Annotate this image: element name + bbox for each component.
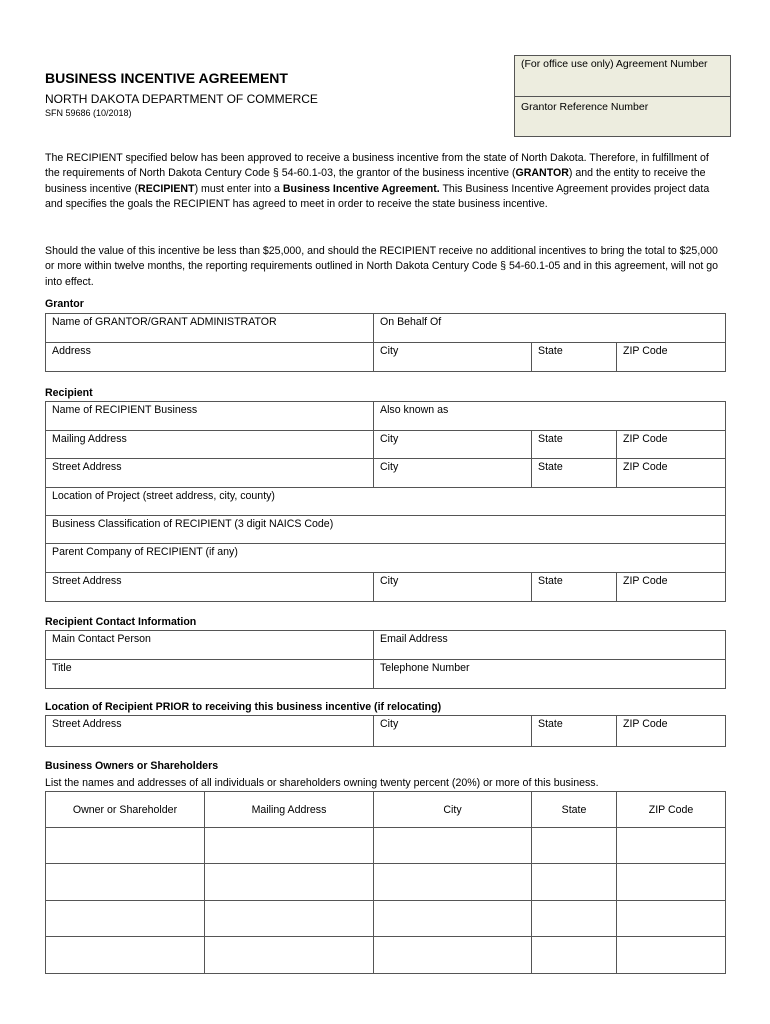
table-row	[46, 828, 726, 864]
intro-paragraph-1: The RECIPIENT specified below has been approved to receive a business incentive from the state of North Dakota. Therefore, in fulfillment of the requirements of North Dakota Century Code § 54-60.1-03, the grantor of the business incentive (GRANTOR) and the entity to receive the business incentive (RECIPIENT) must enter into a Business Incentive Agreement. This Business Incentive Agreement provides project data and specifies the goals the RECIPIENT has agreed to meet in order to receive the state business incentive.	[45, 152, 710, 211]
owner-address-cell[interactable]	[205, 900, 374, 936]
office-use-box	[514, 55, 731, 137]
recipient-table	[45, 401, 726, 602]
table-row	[46, 864, 726, 900]
parent-city-field[interactable]: City	[374, 573, 532, 602]
owner-state-cell[interactable]	[532, 864, 617, 900]
owner-city-cell[interactable]	[374, 864, 532, 900]
project-location-field[interactable]: Location of Project (street address, city, county)	[46, 488, 726, 516]
owner-state-cell[interactable]	[532, 828, 617, 864]
form-title: BUSINESS INCENTIVE AGREEMENT	[45, 70, 288, 86]
grantor-state-field[interactable]: State	[532, 343, 617, 372]
owner-address-cell[interactable]	[205, 937, 374, 973]
owner-state-cell[interactable]	[532, 900, 617, 936]
agreement-number-field[interactable]	[515, 56, 730, 97]
grantor-address-field[interactable]: Address	[46, 343, 374, 372]
recipient-mailing-city-field[interactable]: City	[374, 431, 532, 459]
email-field[interactable]: Email Address	[374, 631, 726, 660]
zip-column-header: ZIP Code	[617, 792, 726, 828]
recipient-mailing-zip-field[interactable]: ZIP Code	[617, 431, 726, 459]
grantor-heading: Grantor	[45, 298, 84, 310]
owner-city-cell[interactable]	[374, 828, 532, 864]
owners-header-row	[46, 792, 726, 828]
owner-zip-cell[interactable]	[617, 828, 726, 864]
contact-heading: Recipient Contact Information	[45, 616, 197, 628]
owners-instruction: List the names and addresses of all individuals or shareholders owning twenty percent (20%) or more of this business.	[45, 777, 599, 789]
recipient-name-field[interactable]: Name of RECIPIENT Business	[46, 402, 374, 431]
parent-street-field[interactable]: Street Address	[46, 573, 374, 602]
table-row	[46, 937, 726, 973]
state-column-header: State	[532, 792, 617, 828]
contact-title-field[interactable]: Title	[46, 660, 374, 689]
parent-state-field[interactable]: State	[532, 573, 617, 602]
recipient-heading: Recipient	[45, 387, 93, 399]
owner-name-cell[interactable]	[46, 937, 205, 973]
parent-company-field[interactable]: Parent Company of RECIPIENT (if any)	[46, 544, 726, 573]
owner-column-header: Owner or Shareholder	[46, 792, 205, 828]
department-name: NORTH DAKOTA DEPARTMENT OF COMMERCE	[45, 92, 318, 106]
owner-city-cell[interactable]	[374, 900, 532, 936]
grantor-city-field[interactable]: City	[374, 343, 532, 372]
prior-location-heading: Location of Recipient PRIOR to receiving this business incentive (if relocating)	[45, 701, 442, 713]
agreement-number-label: (For office use only) Agreement Number	[521, 58, 708, 70]
prior-city-field[interactable]: City	[374, 716, 532, 747]
owner-name-cell[interactable]	[46, 900, 205, 936]
recipient-street-field[interactable]: Street Address	[46, 459, 374, 488]
owner-address-cell[interactable]	[205, 864, 374, 900]
recipient-mailing-state-field[interactable]: State	[532, 431, 617, 459]
recipient-street-zip-field[interactable]: ZIP Code	[617, 459, 726, 488]
prior-street-field[interactable]: Street Address	[46, 716, 374, 747]
parent-zip-field[interactable]: ZIP Code	[617, 573, 726, 602]
owner-zip-cell[interactable]	[617, 937, 726, 973]
recipient-mailing-field[interactable]: Mailing Address	[46, 431, 374, 459]
grantor-reference-field[interactable]	[515, 97, 730, 137]
owner-address-cell[interactable]	[205, 828, 374, 864]
owners-heading: Business Owners or Shareholders	[45, 760, 219, 772]
owner-city-cell[interactable]	[374, 937, 532, 973]
form-number: SFN 59686 (10/2018)	[45, 108, 132, 118]
grantor-name-field[interactable]: Name of GRANTOR/GRANT ADMINISTRATOR	[46, 314, 374, 343]
table-row	[46, 900, 726, 936]
grantor-zip-field[interactable]: ZIP Code	[617, 343, 726, 372]
recipient-street-state-field[interactable]: State	[532, 459, 617, 488]
owner-name-cell[interactable]	[46, 828, 205, 864]
owners-table	[45, 791, 726, 974]
contact-table	[45, 630, 726, 689]
prior-state-field[interactable]: State	[532, 716, 617, 747]
intro-paragraph-2: Should the value of this incentive be less than $25,000, and should the RECIPIENT receive no additional incentives to bring the total to $25,000 or more within twelve months, the reporting requirements outlined in North Dakota Century Code § 54-60.1-05 and in this agreement, will not go into effect.	[45, 245, 719, 288]
grantor-table	[45, 313, 726, 372]
phone-field[interactable]: Telephone Number	[374, 660, 726, 689]
recipient-street-city-field[interactable]: City	[374, 459, 532, 488]
owner-zip-cell[interactable]	[617, 900, 726, 936]
owner-zip-cell[interactable]	[617, 864, 726, 900]
grantor-reference-label: Grantor Reference Number	[521, 101, 649, 113]
owner-state-cell[interactable]	[532, 937, 617, 973]
prior-location-table	[45, 715, 726, 747]
grantor-on-behalf-field[interactable]: On Behalf Of	[374, 314, 726, 343]
mailing-column-header: Mailing Address	[205, 792, 374, 828]
prior-zip-field[interactable]: ZIP Code	[617, 716, 726, 747]
recipient-aka-field[interactable]: Also known as	[374, 402, 726, 431]
naics-code-field[interactable]: Business Classification of RECIPIENT (3 digit NAICS Code)	[46, 516, 726, 544]
city-column-header: City	[374, 792, 532, 828]
main-contact-field[interactable]: Main Contact Person	[46, 631, 374, 660]
owner-name-cell[interactable]	[46, 864, 205, 900]
